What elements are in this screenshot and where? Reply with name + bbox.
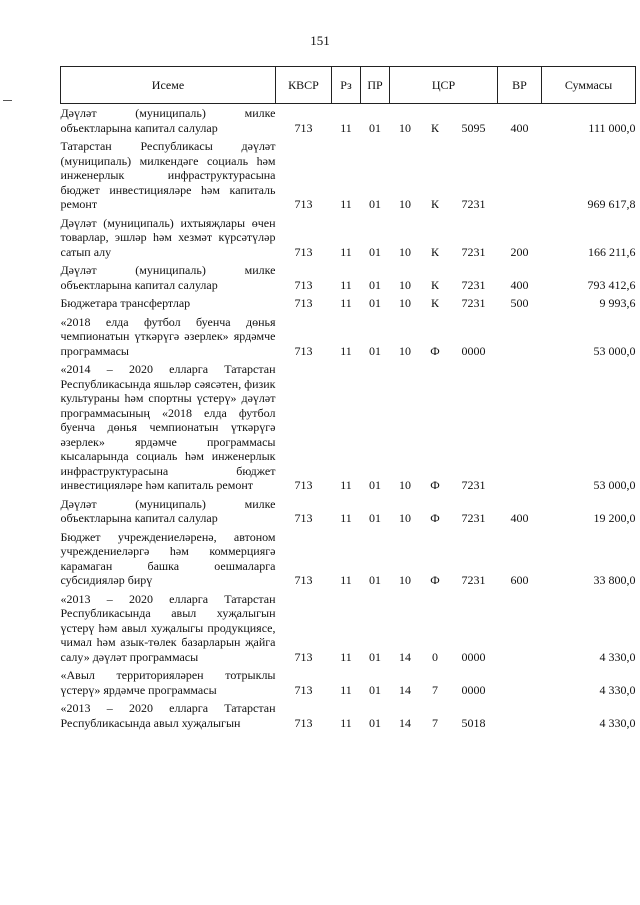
table-row [61, 664, 636, 697]
row-csr-direction: 0000 [461, 682, 486, 697]
row-name: Татарстан Республикасы дәүләт (муниципаль) милкендәге социаль һәм инженерлык инфраструктурасына бюджет инвестицияләре һәм капиталь ремонт [60, 139, 276, 211]
margin-mark [3, 100, 12, 101]
row-kvsr: 713 [294, 682, 313, 697]
header-pr: ПР [361, 67, 390, 104]
row-vr [498, 697, 542, 730]
row-csr-subprogram: Ф [430, 511, 440, 525]
row-csr-program: 10 [399, 573, 411, 587]
table-body [61, 104, 636, 731]
row-rz: 11 [340, 277, 352, 292]
row-csr-direction: 7231 [461, 244, 486, 259]
row-rz: 11 [340, 343, 352, 358]
table-row [61, 311, 636, 359]
row-name: Дәүләт (муниципаль) милке объектларына капитал салулар [60, 106, 276, 135]
row-kvsr: 713 [294, 343, 313, 358]
row-sum: 166 211,6 [587, 244, 636, 259]
table-row [61, 292, 636, 311]
row-csr-direction: 0000 [461, 649, 486, 664]
row-kvsr: 713 [294, 649, 313, 664]
row-name: Дәүләт (муниципаль) милке объектларына капитал салулар [60, 496, 276, 525]
row-csr-program: 10 [399, 244, 411, 259]
row-csr-program: 10 [399, 343, 411, 358]
row-vr: 500 [510, 296, 529, 310]
table-header-row [61, 67, 636, 104]
row-csr-subprogram: Ф [430, 573, 440, 587]
row-csr-subprogram: Ф [430, 478, 440, 492]
row-csr-program: 10 [399, 120, 411, 135]
row-csr-program: 10 [399, 197, 411, 211]
row-name: «2013 – 2020 елларга Татарстан Республикасында авыл хуҗалыгын [60, 701, 276, 730]
row-name: Дәүләт (муниципаль) милке объектларына капитал салулар [60, 263, 276, 292]
table-row [61, 259, 636, 292]
row-kvsr: 713 [294, 296, 313, 310]
table-row [61, 697, 636, 730]
row-sum: 4 330,0 [599, 682, 636, 697]
row-csr-direction: 7231 [461, 573, 486, 587]
row-csr-program: 14 [399, 649, 411, 664]
row-sum: 53 000,0 [593, 478, 636, 492]
row-pr: 01 [369, 277, 381, 292]
row-vr: 400 [510, 120, 529, 135]
row-rz: 11 [340, 511, 352, 525]
row-pr: 01 [369, 244, 381, 259]
row-kvsr: 713 [294, 478, 313, 492]
row-csr-program: 10 [399, 296, 411, 310]
row-csr-direction: 7231 [461, 478, 486, 492]
row-sum: 19 200,0 [593, 511, 636, 525]
row-pr: 01 [369, 296, 381, 310]
row-pr: 01 [369, 478, 381, 492]
row-csr-direction: 7231 [461, 296, 486, 310]
row-rz: 11 [340, 649, 352, 664]
row-rz: 11 [340, 478, 352, 492]
row-vr: 400 [510, 511, 529, 525]
page-number: 151 [310, 33, 330, 48]
table-row [61, 358, 636, 493]
row-pr: 01 [369, 197, 381, 211]
row-name: Бюджетара трансфертлар [60, 296, 191, 310]
budget-table [60, 66, 636, 730]
row-pr: 01 [369, 573, 381, 587]
row-csr-subprogram: Ф [430, 343, 440, 358]
row-rz: 11 [340, 197, 352, 211]
row-kvsr: 713 [294, 120, 313, 135]
row-sum: 111 000,0 [588, 120, 636, 135]
row-sum: 53 000,0 [593, 343, 636, 358]
table-row [61, 104, 636, 136]
row-vr: 600 [510, 573, 529, 587]
row-sum: 4 330,0 [599, 649, 636, 664]
row-pr: 01 [369, 511, 381, 525]
row-csr-subprogram: К [430, 244, 439, 259]
row-name: «2014 – 2020 елларга Татарстан Республикасында яшьләр сәясәтен, физик культураны һәм спортны үстерү» дәүләт программасының «2018 елда футбол буенча дөнья чемпионатын үткәрүгә әзерлек» ярдәмче программасы кысаларында социаль һәм инженерлык инфраструктурасына бюджет инвестицияләре һәм капиталь ремонт [60, 362, 276, 492]
row-csr-subprogram: 0 [432, 649, 438, 664]
table-row [61, 212, 636, 260]
row-csr-subprogram: К [430, 120, 439, 135]
row-rz: 11 [340, 715, 352, 730]
row-kvsr: 713 [294, 715, 313, 730]
row-name: «Авыл территорияләрен тотрыклы үстерү» ярдәмче программасы [60, 668, 276, 697]
row-csr-program: 10 [399, 478, 411, 492]
row-csr-program: 14 [399, 682, 411, 697]
header-name: Исеме [61, 67, 276, 104]
row-kvsr: 713 [294, 573, 313, 587]
row-pr: 01 [369, 682, 381, 697]
header-rz: Рз [332, 67, 361, 104]
header-sum: Суммасы [542, 67, 636, 104]
header-vr: ВР [498, 67, 542, 104]
header-kvsr: КВСР [276, 67, 332, 104]
row-csr-subprogram: К [430, 277, 439, 292]
row-vr [498, 311, 542, 359]
row-rz: 11 [340, 573, 352, 587]
row-sum: 793 412,6 [587, 277, 636, 292]
row-vr [498, 588, 542, 665]
header-csr: ЦСР [390, 67, 498, 104]
row-csr-program: 10 [399, 277, 411, 292]
row-pr: 01 [369, 120, 381, 135]
row-kvsr: 713 [294, 277, 313, 292]
row-pr: 01 [369, 649, 381, 664]
row-name: Бюджет учреждениеләренә, автоном учреждениеләргә һәм коммерциягә карамаган башка оешмаларга субсидияләр бирү [60, 529, 276, 587]
row-vr [498, 664, 542, 697]
row-rz: 11 [340, 244, 352, 259]
table-row [61, 135, 636, 212]
row-csr-direction: 5018 [461, 715, 486, 730]
row-csr-subprogram: К [430, 296, 439, 310]
row-vr [498, 135, 542, 212]
row-csr-direction: 5095 [461, 120, 486, 135]
row-pr: 01 [369, 715, 381, 730]
row-kvsr: 713 [294, 511, 313, 525]
table-row [61, 493, 636, 526]
row-csr-direction: 7231 [461, 511, 486, 525]
row-csr-direction: 7231 [461, 277, 486, 292]
row-vr: 200 [510, 244, 529, 259]
row-pr: 01 [369, 343, 381, 358]
row-name: «2018 елда футбол буенча дөнья чемпионатын үткәрүгә әзерлек» ярдәмче программасы [60, 314, 276, 358]
row-sum: 9 993,6 [599, 296, 636, 310]
row-rz: 11 [340, 120, 352, 135]
row-sum: 969 617,8 [587, 197, 636, 211]
row-csr-subprogram: 7 [432, 682, 438, 697]
row-rz: 11 [340, 296, 352, 310]
row-rz: 11 [340, 682, 352, 697]
row-csr-program: 10 [399, 511, 411, 525]
table-row [61, 526, 636, 588]
row-csr-direction: 0000 [461, 343, 486, 358]
row-csr-subprogram: К [430, 197, 439, 211]
row-vr [498, 358, 542, 493]
row-name: Дәүләт (муниципаль) ихтыяҗлары өчен товарлар, эшләр һәм хезмәт күрсәтүләр сатып алу [60, 215, 276, 259]
row-sum: 4 330,0 [599, 715, 636, 730]
row-kvsr: 713 [294, 244, 313, 259]
row-csr-program: 14 [399, 715, 411, 730]
row-sum: 33 800,0 [593, 573, 636, 587]
row-kvsr: 713 [294, 197, 313, 211]
row-csr-direction: 7231 [461, 197, 486, 211]
row-csr-subprogram: 7 [432, 715, 438, 730]
row-name: «2013 – 2020 елларга Татарстан Республикасында авыл хуҗалыгын үстерү һәм авыл хуҗалыгы продукциясе, чимал һәм азык-төлек базарларын җайга салу» дәүләт программасы [60, 591, 276, 664]
row-vr: 400 [510, 277, 529, 292]
table-row [61, 588, 636, 665]
